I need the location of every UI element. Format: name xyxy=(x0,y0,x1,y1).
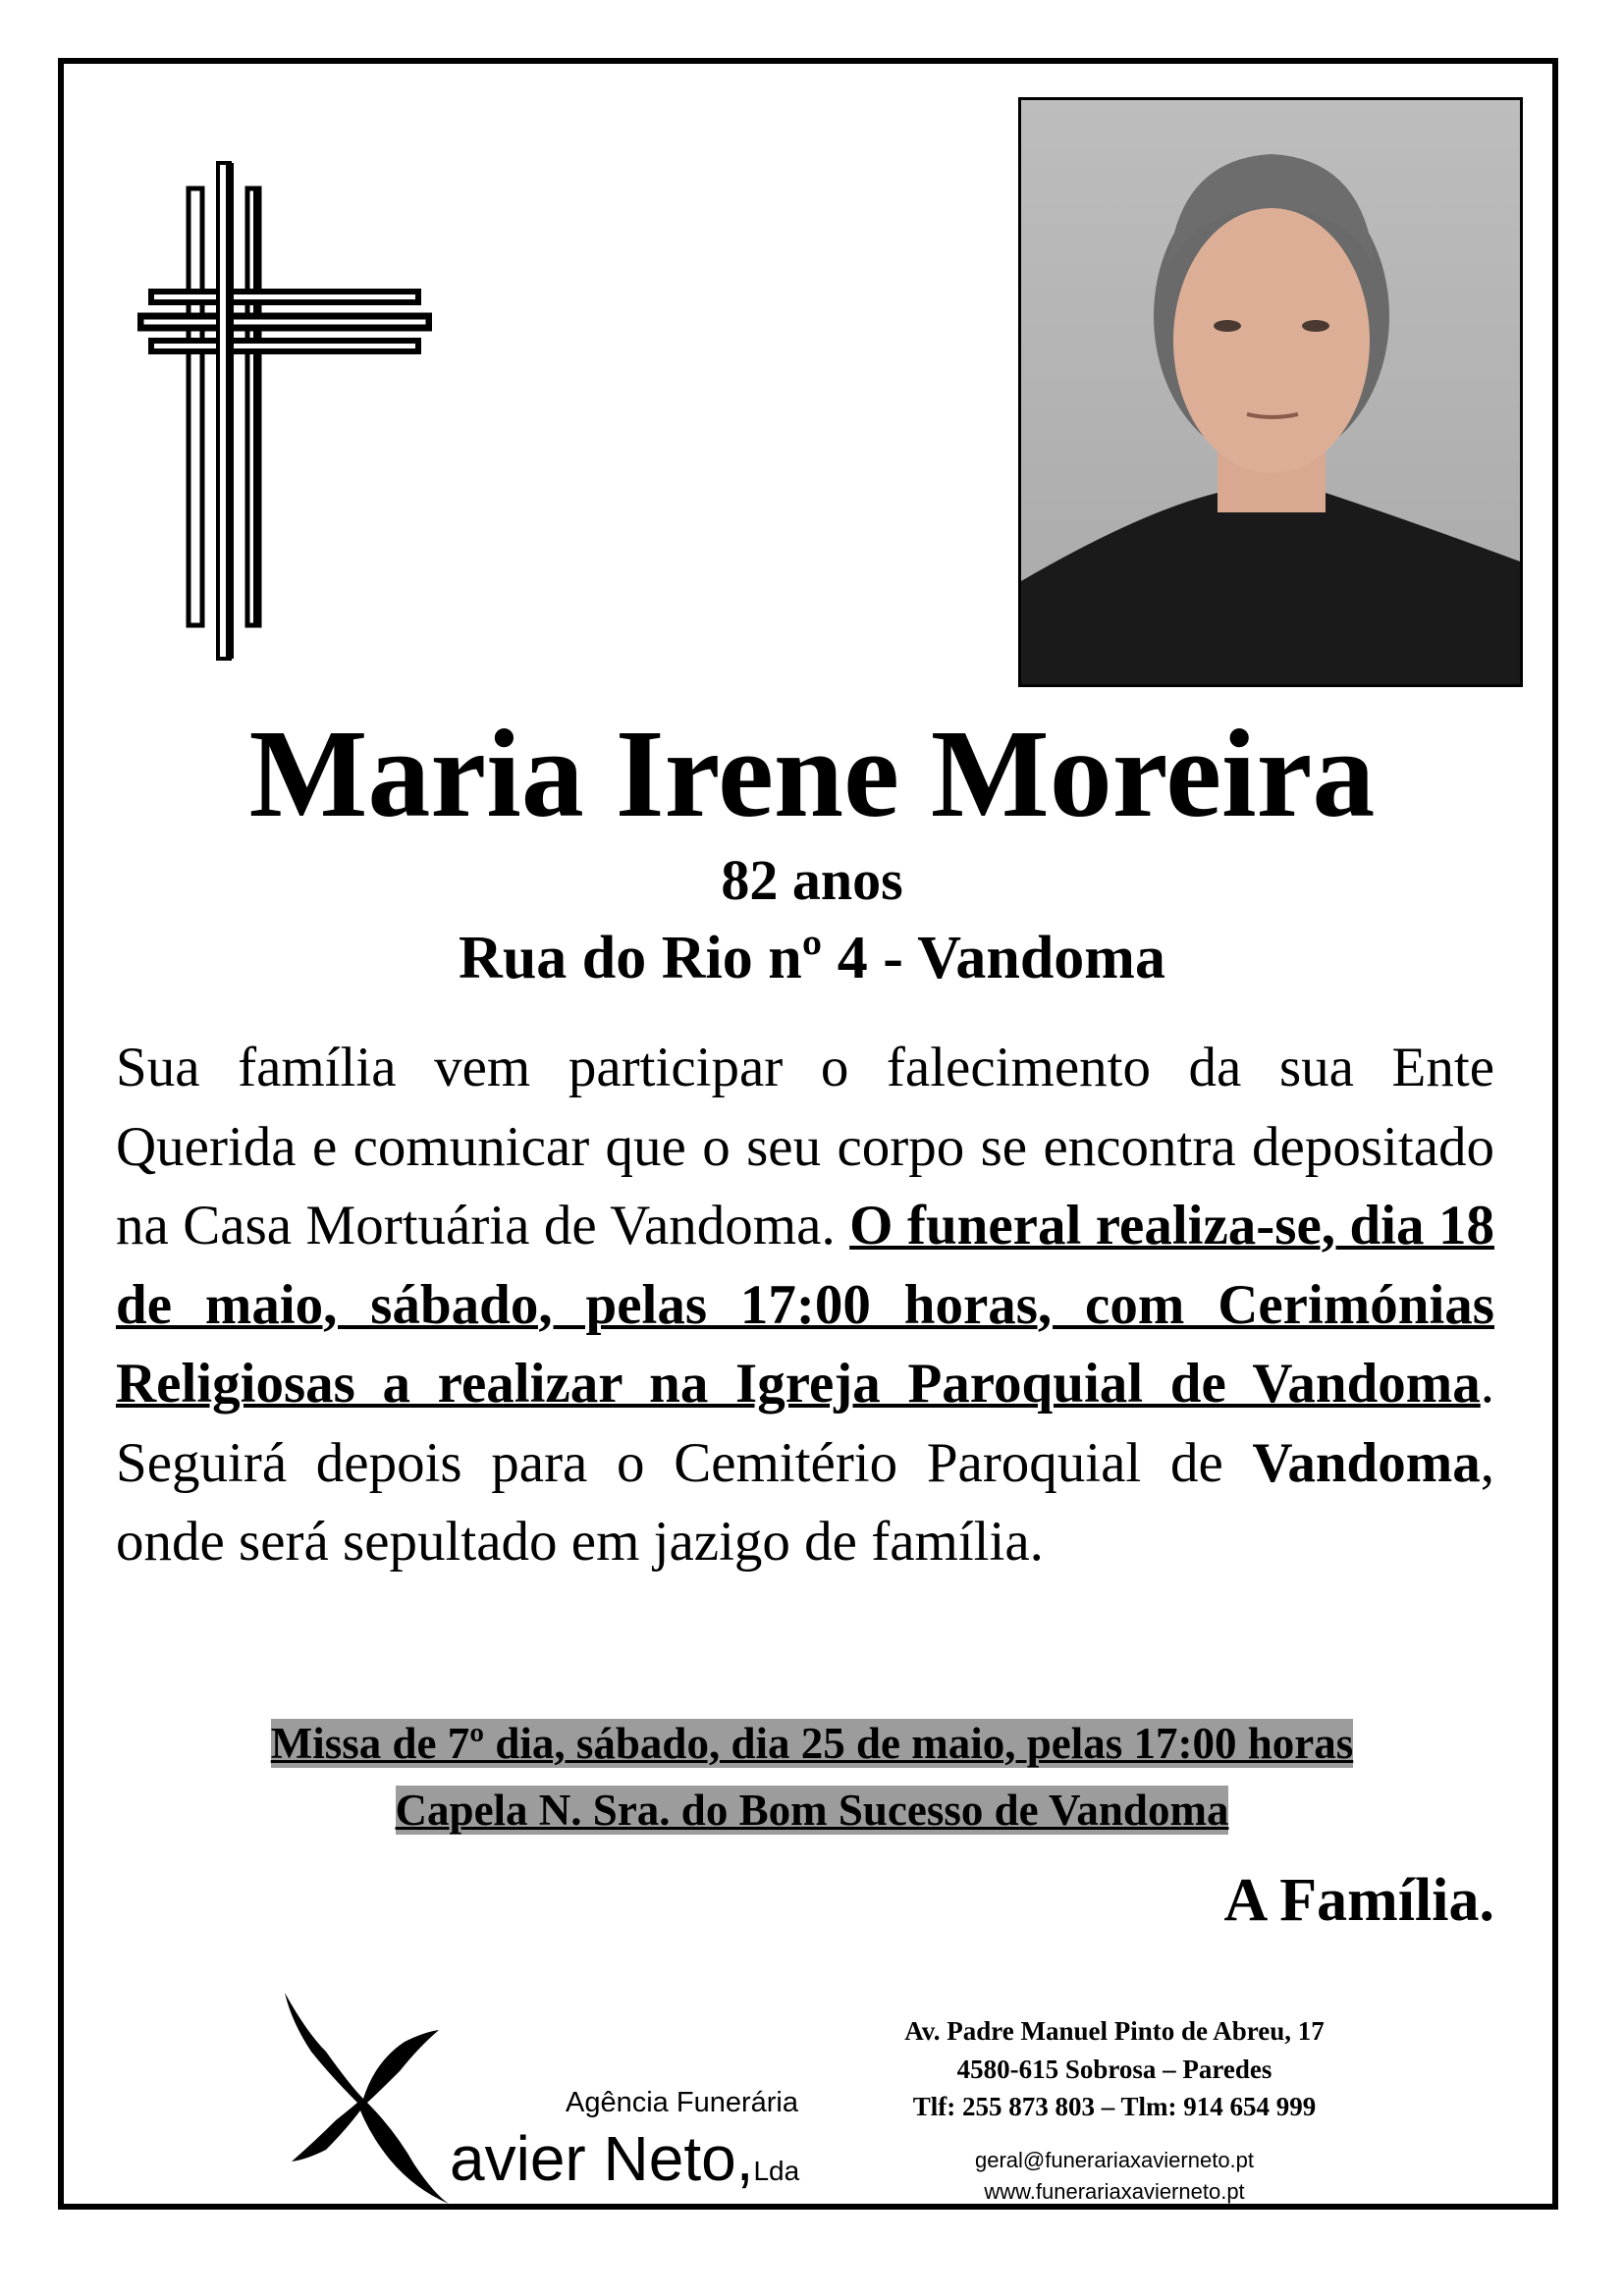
agency-address-2: 4580-615 Sobrosa – Paredes xyxy=(956,2055,1272,2084)
portrait-image xyxy=(1021,100,1520,684)
agency-email[interactable]: geral@funerariaxavierneto.pt xyxy=(974,2148,1255,2172)
cemetery-place: Vandoma xyxy=(1252,1431,1481,1494)
announcement-intro: Sua família vem participar o falecimento da sua Ente Querida e comunicar que o seu corpo se encontra depositado na Casa Mortuária de Vandoma. xyxy=(116,1037,1494,1256)
deceased-address: Rua do Rio nº 4 - Vandoma xyxy=(459,925,1165,991)
mass-date: Missa de 7º dia, sábado, dia 25 de maio, pelas 17:00 horas xyxy=(270,1719,1354,1768)
mass-line-1 xyxy=(0,1718,1624,1769)
agency-name-text: avier Neto, xyxy=(450,2123,754,2194)
agency-subtitle: Agência Funerária xyxy=(566,2087,798,2118)
cross-icon xyxy=(137,159,432,665)
agency-suffix: Lda xyxy=(753,2156,800,2186)
agency-address-1: Av. Padre Manuel Pinto de Abreu, 17 xyxy=(904,2016,1325,2046)
agency-name xyxy=(450,2122,799,2208)
agency-website[interactable]: www.funerariaxavierneto.pt xyxy=(984,2179,1245,2204)
funeral-details: O funeral realiza-se, dia 18 de maio, sábado, pelas 17:00 horas, com Cerimónias Religiosas a realizar na Igreja Paroquial de Vandoma xyxy=(116,1195,1494,1415)
announcement-continuation: . Seguirá depois para o Cemitério Paroquial de xyxy=(116,1353,1494,1494)
agency-logo-x-icon xyxy=(277,1993,454,2204)
signature: A Família. xyxy=(1223,1867,1494,1934)
announcement-closing: , onde será sepultado em jazigo de família. xyxy=(116,1431,1494,1573)
mass-line-2 xyxy=(0,1785,1624,1836)
deceased-photo xyxy=(1018,97,1523,687)
deceased-age: 82 anos xyxy=(721,848,903,912)
deceased-name: Maria Irene Moreira xyxy=(248,704,1376,843)
agency-phones: Tlf: 255 873 803 – Tlm: 914 654 999 xyxy=(912,2092,1317,2121)
announcement-text xyxy=(116,1029,1494,1582)
mass-location: Capela N. Sra. do Bom Sucesso de Vandoma xyxy=(395,1786,1229,1835)
